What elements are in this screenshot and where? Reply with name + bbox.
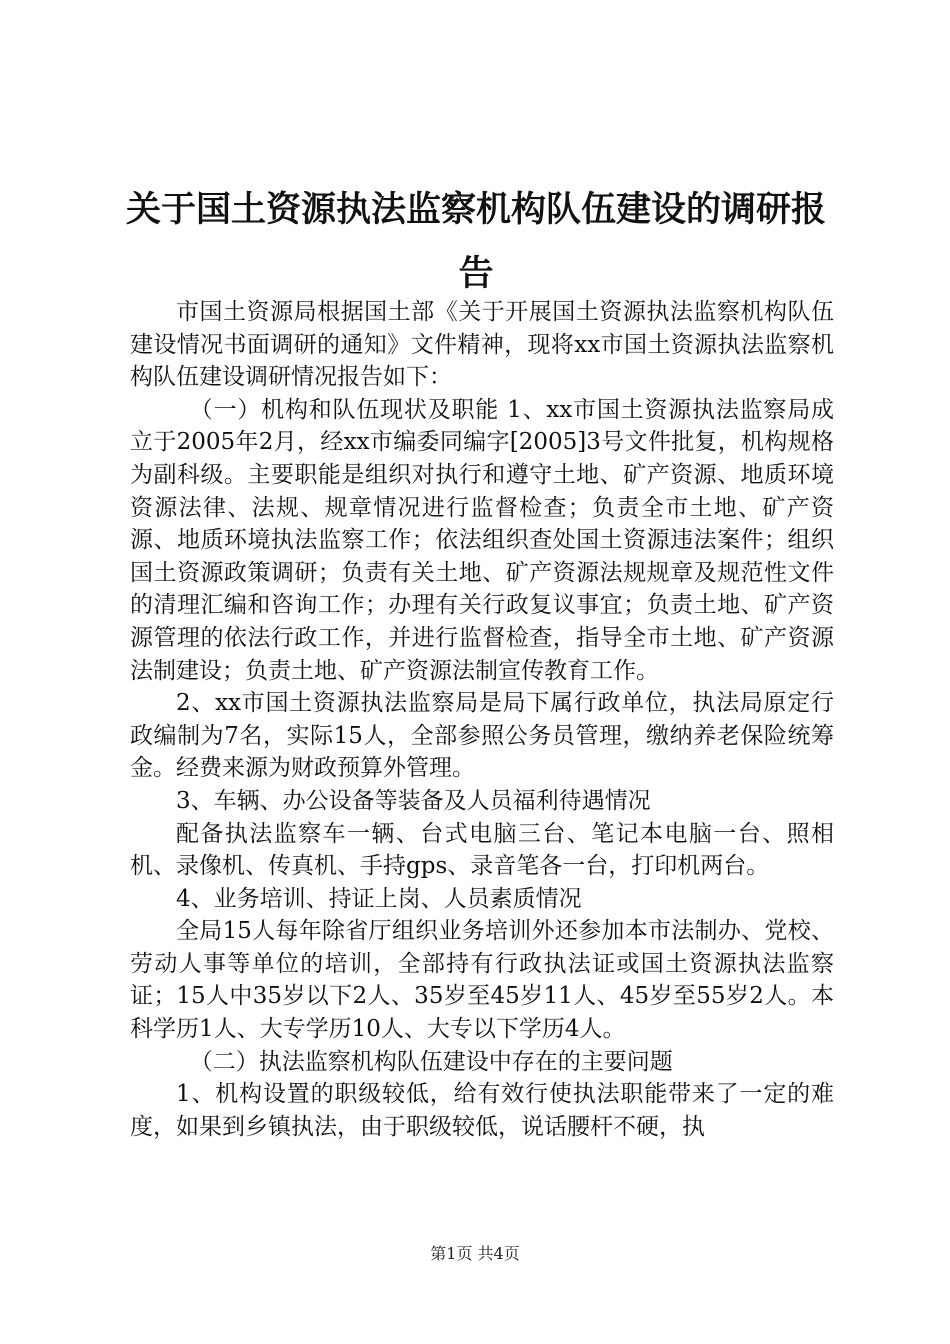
paragraph-section-1: （一）机构和队伍现状及职能 1、xx市国土资源执法监察局成立于2005年2月，经xx市编委同编字[2005]3号文件批复，机构规格为副科级。主要职能是组织对执行和遵守土地、矿产资源、地质环境资源法律、法规、规章情况进行监督检查；负责全市土地、矿产资源、地质环境执法监察工作；依法组织查处国土资源违法案件；组织国土资源政策调研；负责有关土地、矿产资源法规规章及规范性文件的清理汇编和咨询工作；办理有关行政复议事宜；负责土地、矿产资源管理的依法行政工作，并进行监督检查，指导全市土地、矿产资源法制建设；负责土地、矿产资源法制宣传教育工作。 — [130, 396, 834, 684]
paragraph-item-4-heading: 4、业务培训、持证上岗、人员素质情况 — [176, 885, 582, 912]
document-title: 关于国土资源执法监察机构队伍建设的调研报告 — [125, 189, 826, 294]
paragraph-intro: 市国土资源局根据国土部《关于开展国土资源执法监察机构队伍建设情况书面调研的通知》文件精神，现将xx市国土资源执法监察机构队伍建设调研情况报告如下： — [130, 299, 834, 391]
document-body — [130, 296, 834, 1143]
paragraph-section-2-heading: （二）执法监察机构队伍建设中存在的主要问题 — [189, 1048, 673, 1075]
page-number-footer: 第1页 共4页 — [430, 1244, 520, 1263]
paragraph-equipment: 配备执法监察车一辆、台式电脑三台、笔记本电脑一台、照相机、录像机、传真机、手持gps、录音笔各一台，打印机两台。 — [130, 820, 834, 880]
paragraph-item-3-heading: 3、车辆、办公设备等装备及人员福利待遇情况 — [176, 787, 651, 814]
paragraph-item-2: 2、xx市国土资源执法监察局是局下属行政单位，执法局原定行政编制为7名，实际15人，全部参照公务员管理，缴纳养老保险统筹金。经费来源为财政预算外管理。 — [130, 690, 834, 782]
paragraph-problem-1: 1、机构设置的职级较低，给有效行使执法职能带来了一定的难度，如果到乡镇执法，由于职级较低，说话腰杆不硬，执 — [130, 1081, 834, 1140]
paragraph-training: 全局15人每年除省厅组织业务培训外还参加本市法制办、党校、劳动人事等单位的培训，全部持有行政执法证或国土资源执法监察证；15人中35岁以下2人、35岁至45岁11人、45岁至55岁2人。本科学历1人、大专学历10人、大专以下学历4人。 — [130, 918, 834, 1043]
